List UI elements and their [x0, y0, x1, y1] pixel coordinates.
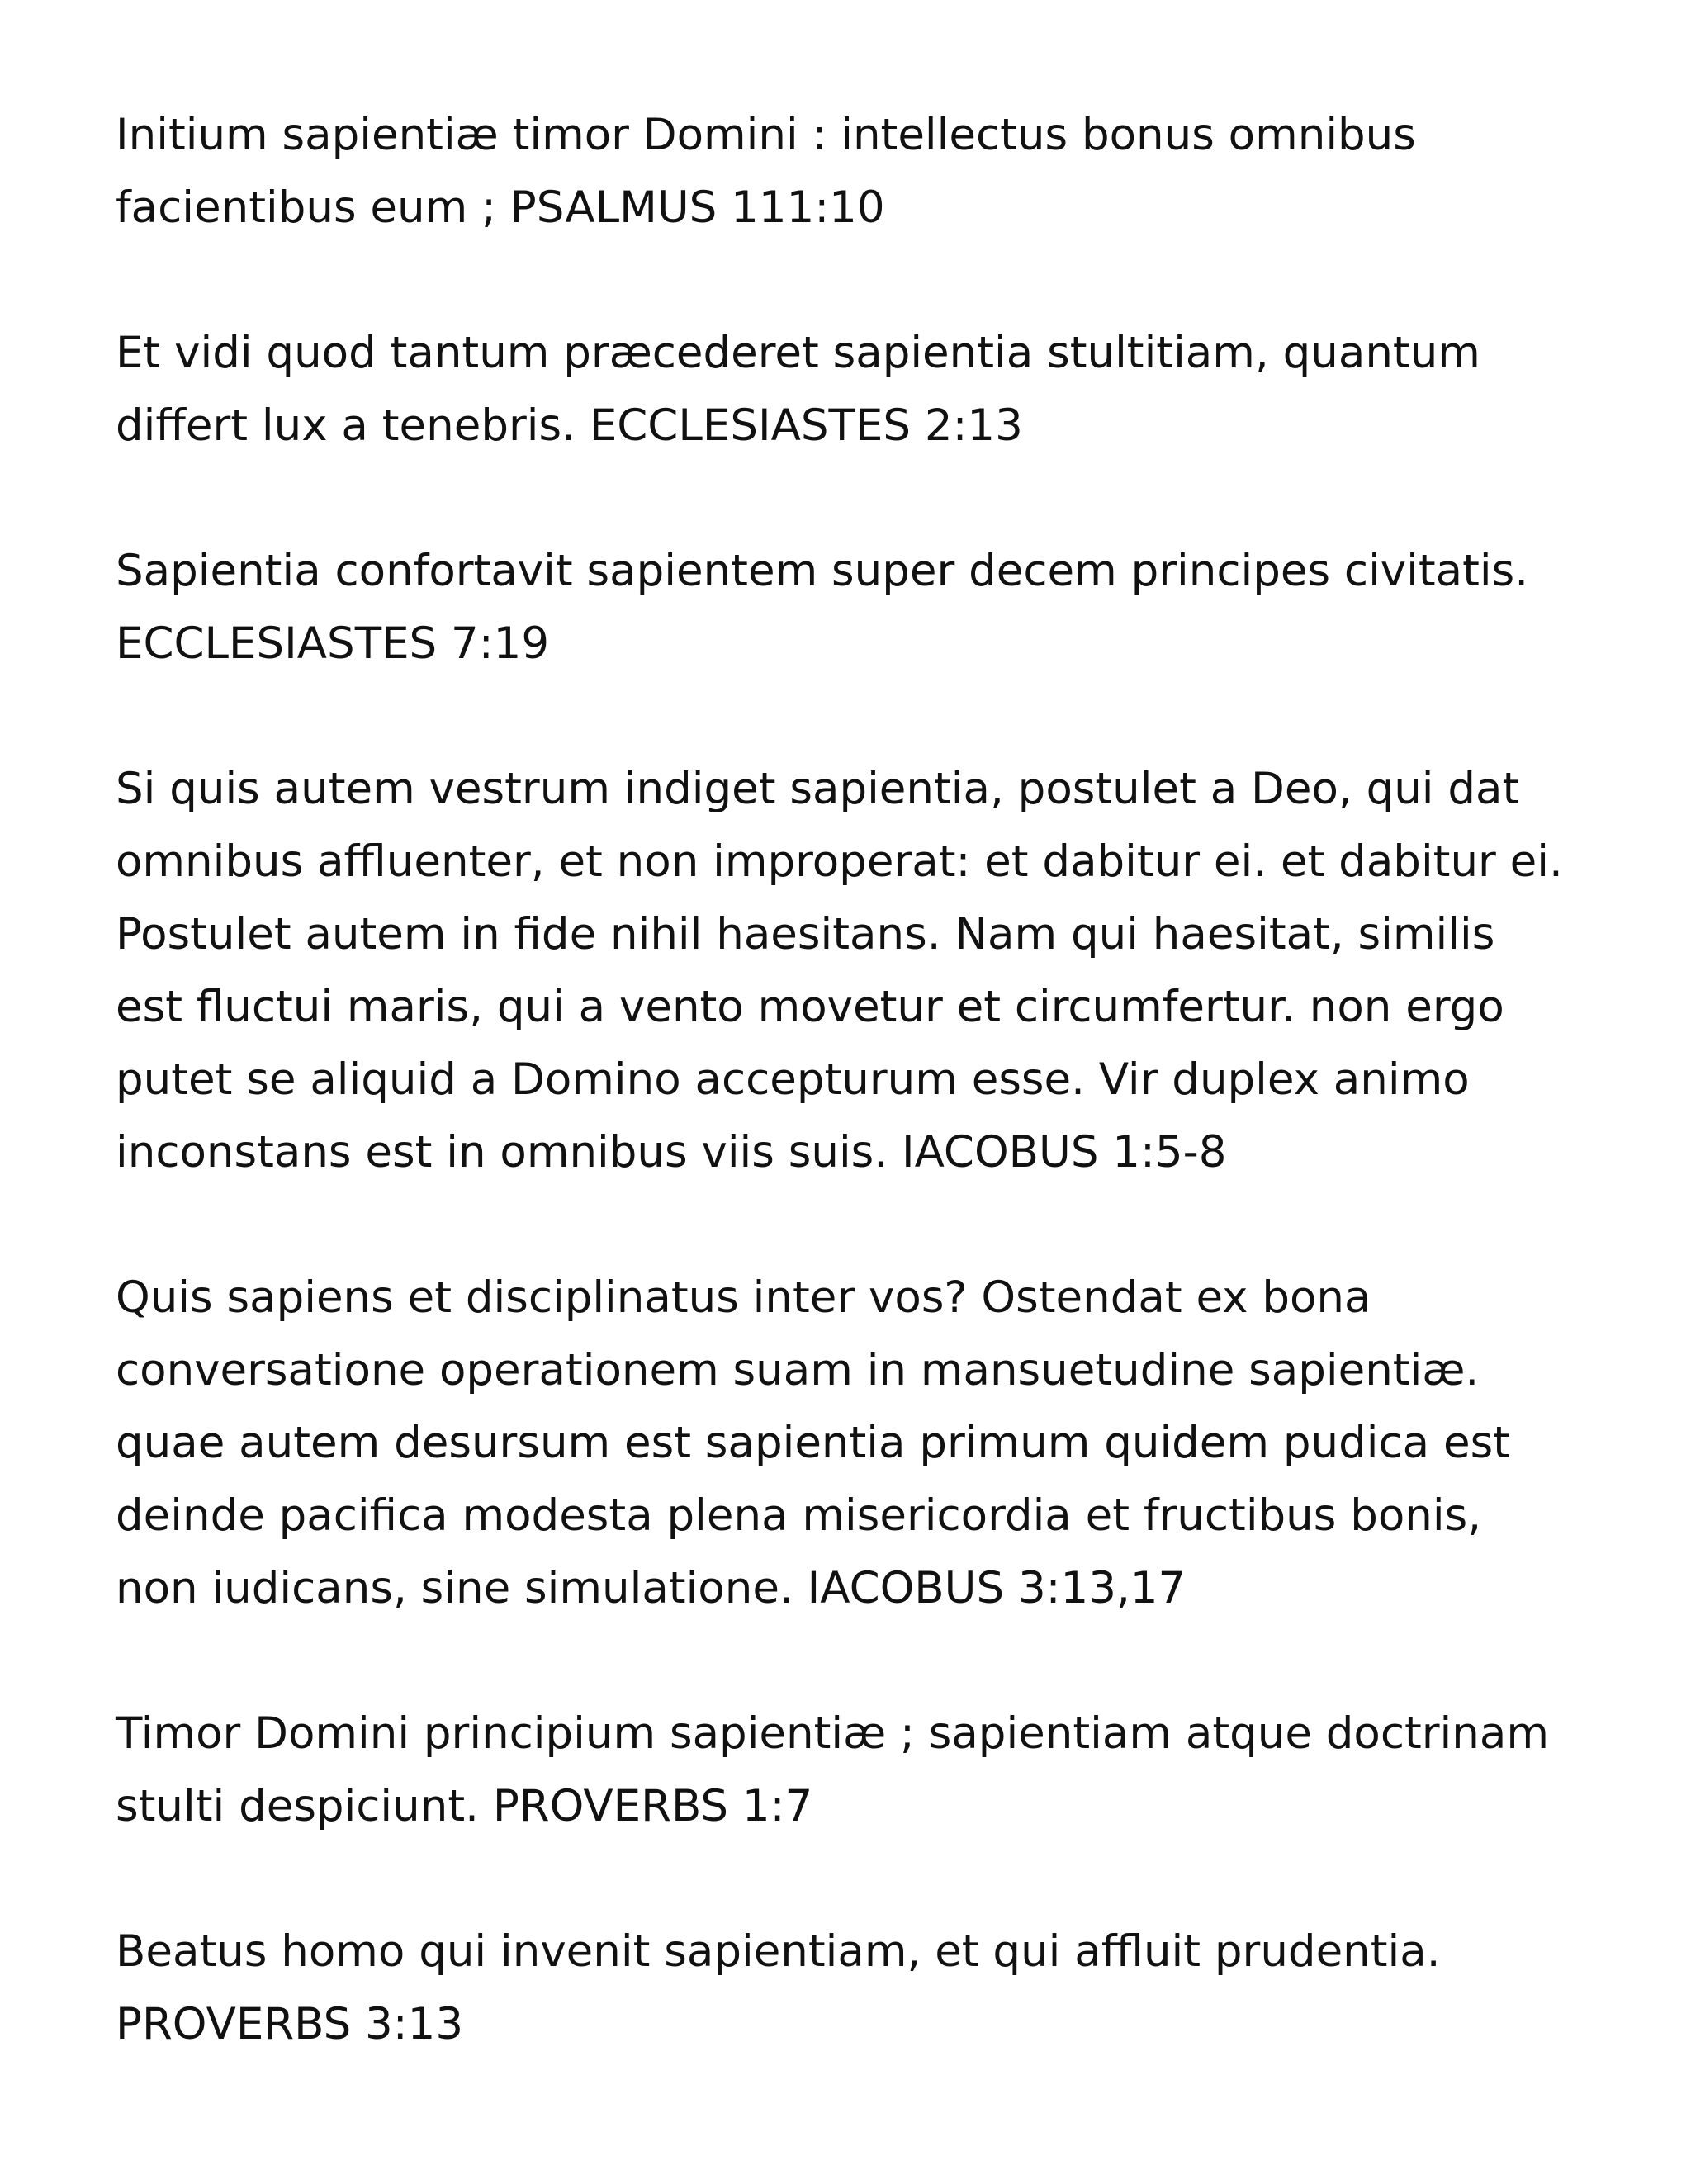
text-line: Si quis autem vestrum indiget sapientia, postulet a Deo, qui dat — [116, 764, 1520, 814]
text-line: putet se aliquid a Domino accepturum esse. Vir duplex animo — [116, 1054, 1470, 1105]
passage-ecclesiastes-2-13 — [116, 317, 1594, 462]
text-line: Initium sapientiæ timor Domini : intellectus bonus omnibus — [116, 110, 1416, 160]
text-line: quae autem desursum est sapientia primum quidem pudica est — [116, 1418, 1510, 1468]
text-line: Timor Domini principium sapientiæ ; sapientiam atque doctrinam — [116, 1708, 1549, 1759]
text-line: differt lux a tenebris. ECCLESIASTES 2:13 — [116, 400, 1023, 451]
text-line: stulti despiciunt. PROVERBS 1:7 — [116, 1781, 813, 1831]
passage-proverbs-1-7 — [116, 1698, 1594, 1843]
text-line: Postulet autem in fide nihil haesitans. Nam qui haesitat, similis — [116, 909, 1495, 959]
text-line: Et vidi quod tantum præcederet sapientia stultitiam, quantum — [116, 328, 1480, 378]
passage-iacobus-1-5-8 — [116, 753, 1594, 1189]
text-line: est fluctui maris, qui a vento movetur et circumfertur. non ergo — [116, 982, 1504, 1032]
passage-iacobus-3-13-17 — [116, 1262, 1594, 1625]
text-line: facientibus eum ; PSALMUS 111:10 — [116, 182, 885, 233]
text-line: deinde pacifica modesta plena misericordia et fructibus bonis, — [116, 1490, 1482, 1541]
text-line: Beatus homo qui invenit sapientiam, et qui affluit prudentia. — [116, 1926, 1441, 1977]
text-line: inconstans est in omnibus viis suis. IACOBUS 1:5-8 — [116, 1127, 1227, 1177]
passage-ecclesiastes-7-19 — [116, 535, 1594, 680]
text-line: Quis sapiens et disciplinatus inter vos? Ostendat ex bona — [116, 1272, 1371, 1323]
text-line: PROVERBS 3:13 — [116, 1999, 464, 2049]
document-page — [116, 99, 1594, 2061]
text-line: conversatione operationem suam in mansuetudine sapientiæ. — [116, 1345, 1480, 1395]
text-line: Sapientia confortavit sapientem super decem principes civitatis. — [116, 546, 1529, 596]
text-line: ECCLESIASTES 7:19 — [116, 618, 550, 669]
text-line: omnibus affluenter, et non improperat: et dabitur ei. et dabitur ei. — [116, 836, 1563, 887]
passage-proverbs-3-13 — [116, 1916, 1594, 2061]
passage-psalmus-111-10 — [116, 99, 1594, 244]
text-line: non iudicans, sine simulatione. IACOBUS 3:13,17 — [116, 1563, 1187, 1613]
